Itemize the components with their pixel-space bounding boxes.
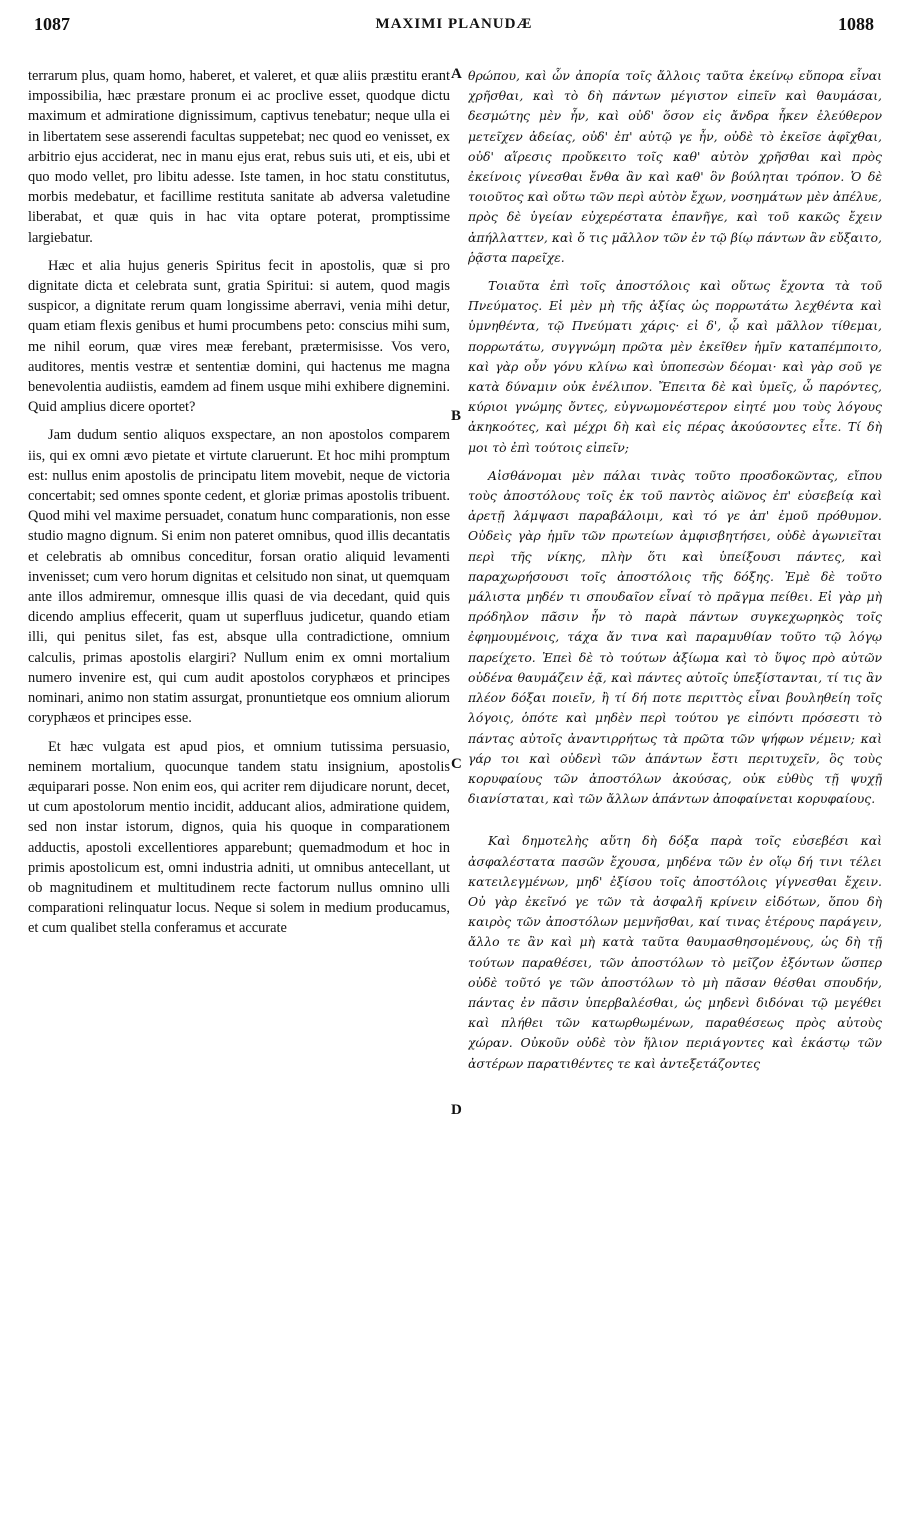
margin-marker-b: B <box>451 408 462 424</box>
greek-paragraph: Τοιαῦτα ἐπὶ τοῖς ἀποστόλοις καὶ οὕτως ἔχοντα τὰ τοῦ Πνεύματος. Εἰ μὲν μὴ τῆς ἀξίας ὡς πορρωτάτω λεχθέντα καὶ ὑμνηθέντα, τῷ Πνεύματι χάρις· εἰ δ', ᾧ καὶ μᾶλλον τίθεμαι, πορρωτάτω, συγγνώμη πρῶτα μὲν ἐκεῖθεν ἡμῖν καταπέμποιτο, καὶ γὰρ οὖν γόνυ κλίνω καὶ ὑποπεσὼν δέομαι· καὶ γὰρ σοῦ γε κατὰ δύναμιν οὐκ ἐνέλιπον. Ἔπειτα δὲ καὶ ὑμεῖς, ὦ παρόντες, κύριοι γνώμης ὄντες, εὐγνωμονέστερον εἰητέ μου τοὺς λόγους ἀκηκοότες, καὶ μέχρι δὴ καὶ εἰς πέρας ἀκούσοντες εἶτε. Τί δὴ μοι τὸ ἐπὶ τούτοις εἰπεῖν; <box>468 278 882 455</box>
greek-paragraph: Αἰσθάνομαι μὲν πάλαι τινὰς τοῦτο προσδοκῶντας, εἴπου τοὺς ἀποστόλους τοῖς ἐκ τοῦ παντὸς αἰῶνος ἐπ' εὐσεβείᾳ καὶ ἀρετῇ λάμψασι παραβάλοιμι, καὶ τό γε ἀπ' ἐμοῦ πρόθυμον. Οὐδεὶς γὰρ ἡμῖν τῶν πρωτείων ἀμφισβητήσει, οὐδὲ ἀγωνιεῖται περὶ τῆς νίκης, πλὴν ὅτι καὶ ὑπείξουσι πάντες, καὶ παραχωρήσουσι τοῖς ἀποστόλοις τῆς δόξης. Ἐμὲ δὲ τοῦτο μάλιστα μηδέν τι σπουδαῖον εἶναί τὸ πρᾶγμα πείθει. Εἰ γὰρ μὴ πρόδηλον πᾶσιν ἦν τὸ παρὰ πάντων συγκεχωρηκὸς τοῖς ἐφημουμένοις, τάχα ἄν τινα καὶ παραμυθίαν τοῦτο τῷ λόγῳ παρείχετο. Ἐπεὶ δὲ τὸ τούτων ἀξίωμα καὶ τὸ ὕψος πρὸ αὐτῶν οὐδένα θαυμάζειν ἐᾷ, καὶ πάντες αὐτοῖς ὑπεξίστανται, τί τις ἂν πλέον δόξαι ποιεῖν, ἢ τί δή ποτε περιττὸς εἶναι βουληθείη τοῖς λόγοις, ὁπότε καὶ μηδὲν περὶ τούτου γε εἰπόντι πρόσεστι τὸ πάντας αὐτοῖς ἀναντιρρήτως τὰ πρῶτα τῶν ψήφων νέμειν; καὶ γάρ τοι καὶ οὐδενὶ τῶν ἁπάντων ἔστι περιτυχεῖν, ὃς τοὺς κορυφαίους τῶν ἀποστόλων ἀκούσας, οὐκ εὐθὺς τῇ ψυχῇ διανίσταται, καὶ τῶν ἄλλων ἁπάντων ἀποφαίνεται κορυφαίους. <box>468 467 882 807</box>
greek-paragraph: θρώπου, καὶ ὧν ἀπορία τοῖς ἄλλοις ταῦτα ἐκείνῳ εὔπορα εἶναι χρῆσθαι, καὶ τὸ δὴ πάντων μέγιστον εἰπεῖν καὶ θαυμάσαι, δεσμώτης μὲν ἦν, καὶ οὐδ' ὅσον εἰς ἄνδρα ἧκεν ἐλεύθερον μετεῖχεν ἀδείας, οὐδ' ἐπ' αὐτῷ γε ἦν, οὐδὲ τὸ ἐκεῖσε ἀφῖχθαι, οὐδ' αἵρεσις προὔκειτο τοῖς καθ' αὑτὸν χρῆσθαι καὶ πρὸς ἐκείνοις γίνεσθαι ἔνθα ἂν καὶ καθ' ὃν βούληται τρόπον. Ὁ δὲ τοιοῦτος καὶ οὕτω τῶν περὶ αὐτὸν ἔχων, νοσημάτων μὲν ἀπέλυε, πρὸς δὲ ὑγείαν εὐχερέστατα ἐπανῆγε, καὶ τοῦ κακῶς ἔχειν ἀπήλλαττεν, καὶ ὅ τις μᾶλλον τῶν ἐν τῷ βίῳ πάντων ἂν εὔξαιτο, ῥᾷστα παρεῖχε. <box>468 68 882 265</box>
margin-marker-c: C <box>451 756 462 772</box>
greek-paragraph: Καὶ δημοτελὴς αὕτη δὴ δόξα παρὰ τοῖς εὐσεβέσι καὶ ἀσφαλέστατα πασῶν ἔχουσα, μηδένα τῶν ἐν οἵῳ δή τινι τέλει κατειλεγμένων, μηδ' ἐξίσου τοῖς ἀποστόλοις γίγνεσθαι ἔχειν. Οὐ γὰρ ἐκεῖνό γε τῶν τὰ ἀσφαλῆ κρίνειν εἰδότων, ὅπου δὴ καιρὸς τῶν ἀποστόλων μεμνῆσθαι, καί τινας ἑτέρους παράγειν, ἄλλο τε ἂν καὶ μὴ κατὰ ταῦτα θαυμασθησομένους, ὡς δὴ τῇ τούτων παραθέσει, τῶν ἀποστόλων τὸ μεῖζον ἐξόντων ὥσπερ οὐδὲ τοῦτό γε τῶν ἀποστόλων τὸ μὴ πᾶσαν θέσθαι σπουδήν, πάντας ἐν πᾶσιν ὑπερβαλέσθαι, ὡς μηδενὶ διδόναι τῷ μεγέθει καὶ πλήθει τῶν κατωρθωμένων, παραθέσεως πρὸς αὐτοὺς χώραν. Οὐκοῦν οὐδὲ τὸν ἥλιον περιάγοντες καὶ ἑκάστῳ τῶν ἀστέρων παρατιθέντες τε καὶ ἀντεξετάζοντες <box>468 833 882 1071</box>
margin-marker-a: A <box>451 66 462 82</box>
greek-column <box>468 66 882 1526</box>
page-number-right: 1088 <box>838 14 874 34</box>
page-header <box>34 6 874 38</box>
page-number-left: 1087 <box>34 14 70 34</box>
latin-paragraph: terrarum plus, quam homo, haberet, et valeret, et quæ aliis præstitu erant impossibilia, hæc præstare pronum ei ac proclive esset, quodque dictu maximum et admiratione dignissimum, captivus tenebatur; neque ulla ei in libertatem sese asserendi facultas suppetebat; nec quod eo venisset, ex arbitrio ejus acciderat, nec in manu ejus erat, rebus suis uti, et eis, ubi et quo modo vellet, pro libitu adesse. Iste tamen, in hoc statu constitutus, morbis medebatur, et facillime restituta sanitate ab adversa valetudine liberabat, et quæ quis in hac vita optare poterat, promptissime largiebatur. <box>28 68 450 246</box>
margin-marker-d: D <box>451 1102 462 1118</box>
latin-paragraph: Et hæc vulgata est apud pios, et omnium tutissima persuasio, neminem mortalium, quocunque tandem statu insignium, apostolis æquiparari posse. Non enim eos, qui acriter rem dijudicare norunt, decet, ut cum apostolorum mentio incidit, adducant alios, admiratione quidem, sed non instar istorum, dignos, quia his quoque in comparationem adductis, apostoli excellentiores apparebunt; quemadmodum et hoc in primis apostolicum est, omni industria adniti, ut omnibus antecellant, ut ob magnitudinem et multitudinem recte factorum nullus omnino ulli comparationi relinquatur locus. Neque si solem in medium producamus, et cum qualibet stella conferamus et accurate <box>28 738 450 937</box>
latin-paragraph: Hæc et alia hujus generis Spiritus fecit in apostolis, quæ si pro dignitate dicta et celebrata sunt, gratia Spiritui: si autem, quod magis suspicor, a dignitate rerum quam longissime aberravi, venia mihi detur, quam etiam flexis genibus et humi procumbens peto: conscius mihi sum, me nihil eorum, quæ vires meæ ferebant, prætermisisse. Vos vero, auditores, mentis vestræ et sententiæ domini, qui hactenus me magna benevolentia audiistis, eamdem ad finem usque mihi exhibere dignemini. Quid amplius dicere oportet? <box>28 257 450 416</box>
latin-paragraph: Jam dudum sentio aliquos exspectare, an non apostolos comparem iis, qui ex omni ævo pietate et virtute claruerunt. Et hoc mihi promptum est: nullus enim apostolis de principatu litem movebit, neque de victoria concertabit; sed omnes sponte cedent, et gloriæ primas apostolis tribuent. Quod mihi vel maxime persuadet, conatum hunc comparationis, non esse studio magno dignum. Si enim non pateret omnibus, quod illis decantatis et celebratis ab omnibus conceditur, forsan oratio aliquid levamenti invenisset; cum vero horum dignitas et celsitudo non sinat, ut quemquam ante illos admiremur, omnesque illis quasi de via decedant, quid quis dicendo amplius effecerit, quam ut superfluus judicetur, quando etiam illi, qui penitus silet, fas est, absque ulla contradictione, omnium calculis, primas apostolis elargiri? Nullum enim ex omni mortalium numero invenire est, qui cum audit apostolos coryphæos et principes nominari, animo non statim assurgat, pronuntietque eos omnium aliorum coryphæos et principes esse. <box>28 427 450 727</box>
running-head: MAXIMI PLANUDÆ <box>375 16 533 32</box>
latin-column <box>28 66 450 1526</box>
